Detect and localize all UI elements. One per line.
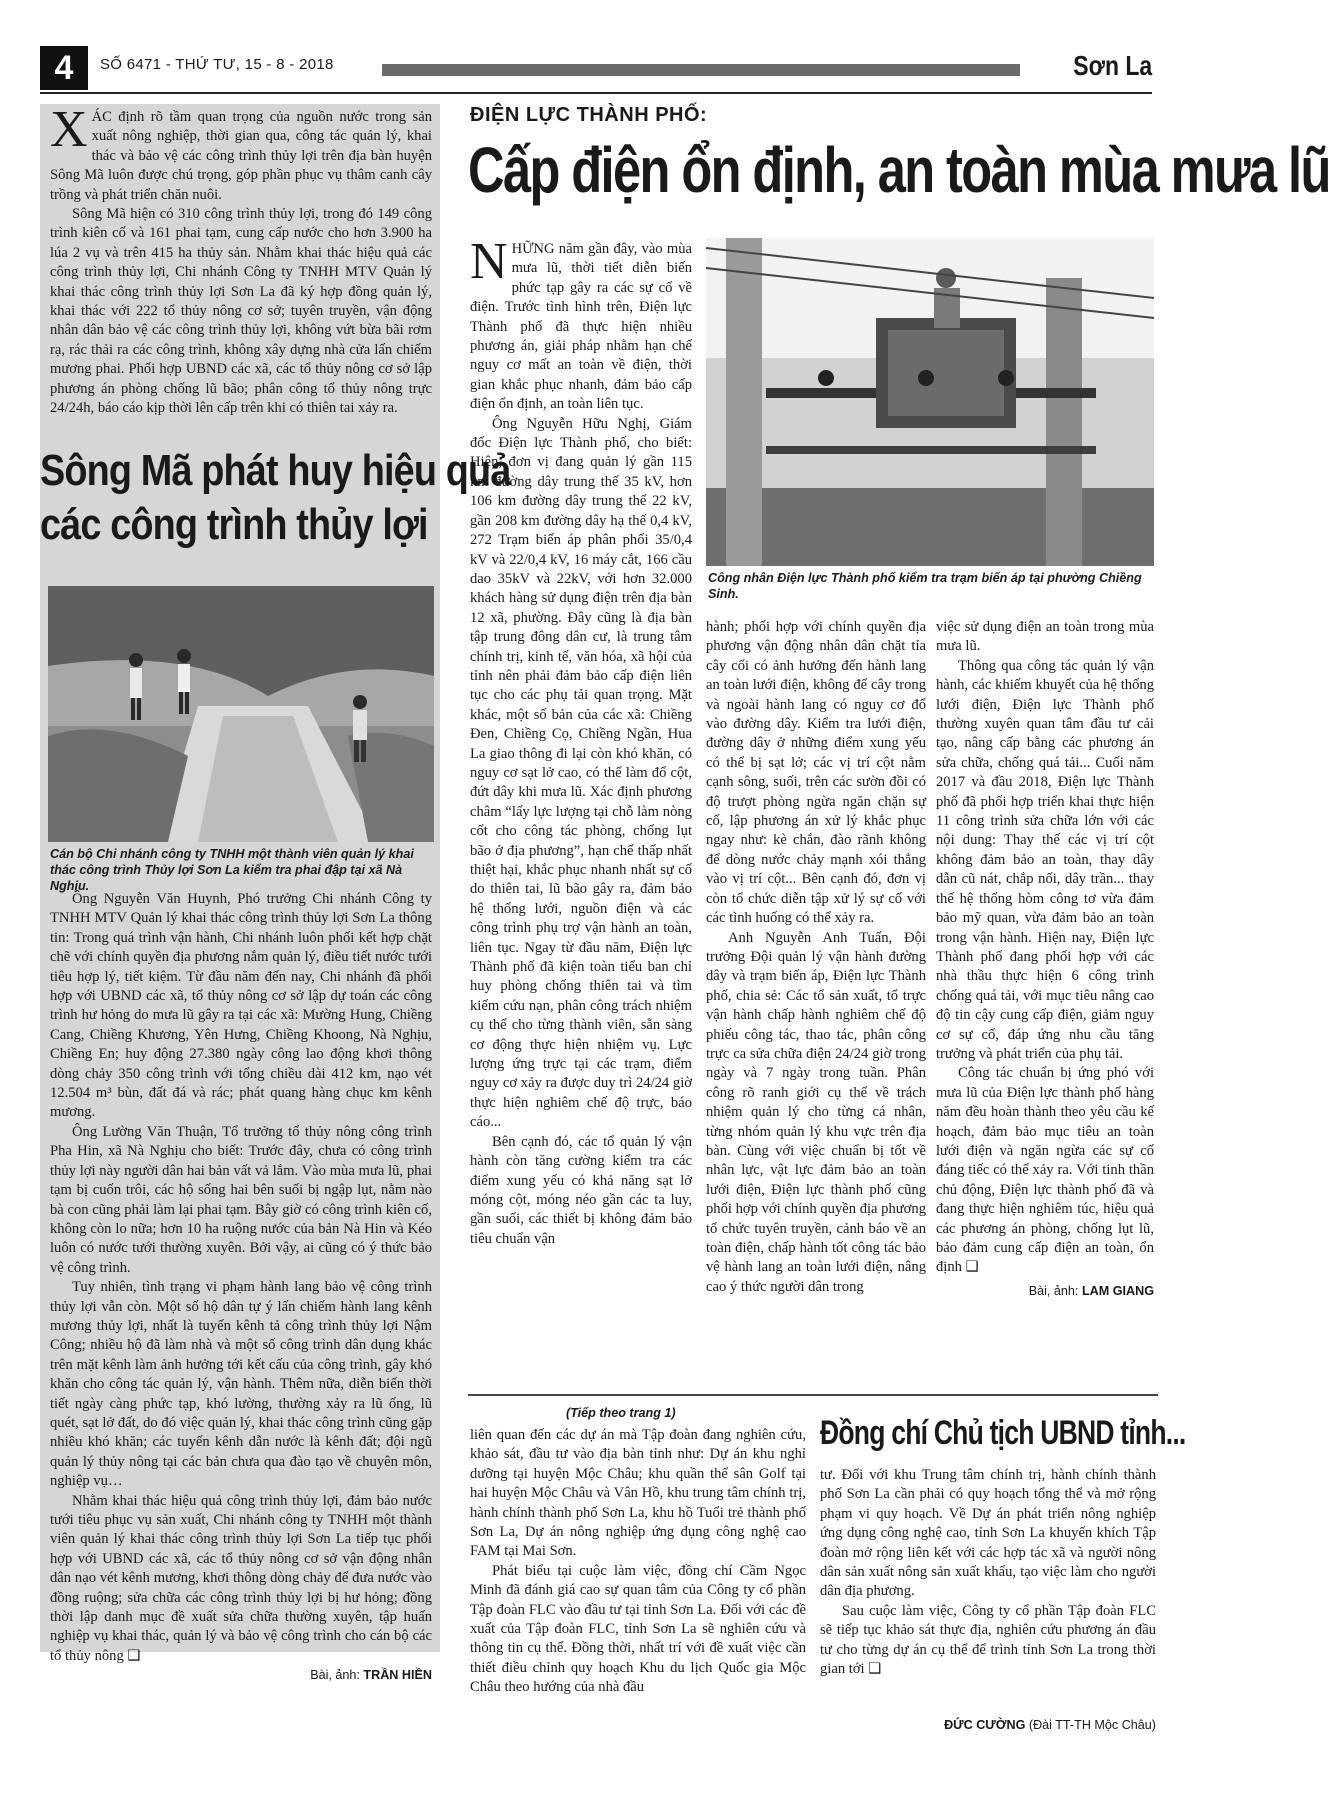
continued-label: (Tiếp theo trang 1) (566, 1406, 676, 1420)
bottom-col2-paragraph: Sau cuộc làm việc, Công ty cổ phần Tập đoàn FLC sẽ tiếp tục khảo sát thực địa, nghiên cứu phương án đầu tư cho từng dự án cụ thể để trình tỉnh Sơn La trong thời gian tới ❑ (820, 1602, 1156, 1678)
bottom-col1-paragraph: liên quan đến các dự án mà Tập đoàn đang nghiên cứu, khảo sát, đầu tư vào địa bàn tỉnh như: Dự án khu nghỉ dưỡng tại huyện Mộc Châu; khu quần thể sân Golf tại hai huyện Mộc Châu và Vân Hồ, khu trung tâm chính trị, hành chính thành phố Sơn La, khu hồ Tuổi trẻ thành phố Sơn La, Dự án nông nghiệp ứng dụng công nghệ cao FAM tại Mai Sơn. (470, 1427, 806, 1560)
drop-cap: X (50, 101, 88, 158)
bottom-col-2 (820, 1466, 1156, 1679)
section-name: Sơn La (1073, 50, 1152, 81)
left-headline: Sông Mã phát huy hiệu quả các công trình thủy lợi (40, 446, 511, 549)
right-headline: Cấp điện ổn định, an toàn mùa mưa lũ (468, 134, 1330, 206)
left-body-paragraph: Ông Nguyễn Văn Huynh, Phó trưởng Chi nhánh Công ty TNHH MTV Quản lý khai thác công trình thủy lợi Sơn La thông tin: Trong quá trình vận hành, Chi nhánh luôn phối kết hợp chặt chẽ với chính quyền địa phương nắm quản lý, điều tiết nước tưới tiêu hợp lý, tiết kiệm. Từ đầu năm đến nay, Chi nhánh đã phối hợp với UBND các xã, tổ thủy nông cơ sở lập dự toán các công trình hư hỏng do mưa lũ gây ra tại các xã: Mường Hung, Chiềng Cang, Chiềng Khương, Yên Hưng, Chiềng Khoong, Nà Nghịu, Chiềng En; huy động 27.380 ngày công lao động khơi thông dòng chảy 350 công trình với tổng chiều dài 412 km, nạo vét 12.504 m³ bùn, đất đá và rác; phát quang hàng chục km kênh mương. (50, 891, 432, 1121)
left-credit: Bài, ảnh: TRẦN HIỀN (310, 1668, 432, 1683)
left-body-paragraph: Ông Lường Văn Thuận, Tổ trưởng tổ thủy nông công trình Pha Hin, xã Nà Nghịu cho biết: Trước đây, chưa có công trình thủy lợi này người dân hai bản vất vả lắm. Vào mùa mưa lũ, phai tạm bị cuốn trôi, các hộ sống hai bên suối bị ngập lụt, nằm nào bà con cũng phải làm lại phai tạm. Bây giờ có công trình kiên cố, không còn lo nữa; hơn 10 ha ruộng nước của bản Nà Hin và Kéo luôn có nước tưới thường xuyên. Bởi vậy, ai cũng có ý thức bảo vệ công trình. (50, 1123, 432, 1276)
right-col-3 (936, 618, 1154, 1301)
drop-cap: N (470, 233, 508, 290)
bottom-headline: Đồng chí Chủ tịch UBND tỉnh... (820, 1414, 1186, 1452)
header-underline (40, 92, 1152, 94)
left-body-paragraph: Nhằm khai thác hiệu quả công trình thủy lợi, đảm bảo nước tưới tiêu phục vụ sản xuất, Chi nhánh công ty TNHH một thành viên quản lý khai thác công trình thủy lợi Sơn La tiếp tục phối hợp với UBND các xã, các tổ thủy nông cơ sở vận động nhân dân nạo vét kênh mương, khơi thông dòng chảy để đưa nước vào đồng ruộng; sửa chữa các công trình thủy lợi bị hư hỏng; đồng thời lập danh mục đề xuất sửa chữa thường xuyên, tập huấn nghiệp vụ khai thác, quản lý và bảo vệ công trình cho cán bộ các tổ thủy nông ❑ (50, 1492, 432, 1664)
bottom-col2-paragraph: tư. Đối với khu Trung tâm chính trị, hành chính thành phố Sơn La cần phải có quy hoạch tổng thể và mở rộng phạm vi quy hoạch. Về Dự án phát triển nông nghiệp ứng dụng công nghệ cao, tỉnh Sơn La khuyến khích Tập đoàn mở rộng liên kết với các hợp tác xã và người nông dân sản xuất nông sản xuất khẩu, tạo việc làm cho người dân địa phương. (820, 1467, 1156, 1600)
right-col-2 (706, 618, 926, 1297)
right-col2-paragraph: Anh Nguyễn Anh Tuấn, Đội trưởng Đội quản lý vận hành đường dây và trạm biến áp, Điện lực Thành phố, chia sẻ: Các tổ sản xuất, tổ trực vận hành chấp hành nghiêm chế độ phiếu công tác, thao tác, phân công trực ca sửa chữa điện 24/24 giờ trong ngày và 7 ngày trong tuần. Phân công rõ ranh giới cụ thể về trách nhiệm quản lý cho từng cá nhân, từng nhóm quản lý khu vực trên địa bàn. Cùng với việc chuẩn bị tốt về nhân lực, vật lực đảm bảo an toàn lưới điện, Điện lực thành phố cũng phối hợp với chính quyền địa phương tổ chức tuyên truyền, cảnh báo về an toàn điện, chấp hành tốt công tác bảo vệ hành lang an toàn lưới điện, nâng cao ý thức người dân trong (706, 929, 926, 1295)
right-kicker: ĐIỆN LỰC THÀNH PHỐ: (470, 104, 708, 126)
transformer-photo (706, 238, 1154, 566)
transformer-photo-illustration (706, 238, 1154, 566)
left-body-paragraph: Tuy nhiên, tình trạng vi phạm hành lang bảo vệ công trình thủy lợi vẫn còn. Một số hộ dân tự ý lấn chiếm hành lang kênh mương thủy lợi, nhất là tuyến kênh tả công trình thủy lợi Nậm Công; nhiều hộ đã làm nhà và một số công trình dân dụng khác trên mặt kênh làm ảnh hưởng tới kết cấu của công trình, gây khó khăn cho công tác quản lý, vận hành. Thêm nữa, diễn biến thời tiết ngày càng phức tạp, khó lường, thường xảy ra lũ ống, lũ quét, sạt lở đất, do đó việc quản lý, khai thác công trình cũng gặp nhiều khó khăn; các tuyến kênh dẫn nước là kênh đất; đội ngũ quản lý thủy nông tại các bản chưa qua đào tạo về chuyên môn, nghiệp vụ… (50, 1279, 432, 1490)
issue-info: SỐ 6471 - THỨ TƯ, 15 - 8 - 2018 (100, 56, 334, 73)
left-intro-paragraph: XÁC định rõ tầm quan trọng của nguồn nước trong sản xuất nông nghiệp, thời gian qua, công tác quản lý, khai thác và bảo vệ các công trình thủy lợi trên địa bàn huyện Sông Mã luôn được chú trọng, góp phần phục vụ thâm canh cây trồng và phát triển chăn nuôi. (50, 101, 432, 203)
canal-photo (48, 586, 434, 842)
right-col1-paragraph: Bên cạnh đó, các tổ quản lý vận hành còn tăng cường kiểm tra các điểm xung yếu có khả năng sạt lở móng cột, móng néo gần các ta luy, gần suối, các thiết bị không đảm bảo tiêu chuẩn vận (470, 1133, 692, 1247)
article-divider (468, 1394, 1158, 1396)
right-col2-paragraph: hành; phối hợp với chính quyền địa phương vận động nhân dân chặt tỉa cây cối có ảnh hưởng đến hành lang an toàn lưới điện, không để cây trong và ngoài hành lang có nguy cơ đổ vào đường dây. Kiểm tra lưới điện, đường dây ở những điểm xung yếu có thể bị sạt lở; các vị trí cột nằm cạnh sông, suối, trên các sườn đồi có độ trượt phòng ngừa ngăn chặn sự cố, lập phương án xử lý khắc phục ngay như: kè chắn, đào rãnh không để dòng nước chảy mạnh xói thẳng vào vị trí cột... Bên cạnh đó, đơn vị còn tổ chức diễn tập xử lý sự cố với các tình huống có thể xảy ra. (706, 619, 926, 927)
left-intro-paragraph-2: Sông Mã hiện có 310 công trình thủy lợi, trong đó 149 công trình kiên cố và 161 phai tạm, cung cấp nước cho hơn 3.900 ha lúa 2 vụ và trên 415 ha thủy sản. Nhằm khai thác hiệu quả các công trình thủy lợi, Chi nhánh Công ty TNHH MTV Quản lý khai thác công trình thủy lợi Sơn La đã ký hợp đồng quản lý, khai thác với 222 tổ thủy nông cơ sở; tuyên truyền, vận động nhân dân bảo vệ các công trình thủy lợi, không vứt bừa bãi rơm rạ, rác thải ra các công trình, không xây dựng nhà cửa lấn chiếm mương phai. Phối hợp UBND các xã, các tổ thủy nông cơ sở lập phương án phòng chống lũ bão; phân công tổ thủy nông trực 24/24h, báo cáo kịp thời lên cấp trên khi có thiên tai xảy ra. (50, 206, 432, 417)
bottom-col1-paragraph: Phát biểu tại cuộc làm việc, đồng chí Cầm Ngọc Minh đã đánh giá cao sự quan tâm của Công ty cổ phần Tập đoàn FLC vào đầu tư tại tỉnh Sơn La. Đối với các đề xuất của Tập đoàn FLC, tỉnh Sơn La sẽ nghiên cứu và thông tin cụ thể. Đồng thời, nhất trí với đề xuất việc cần thiết điều chỉnh quy hoạch Khu du lịch Quốc gia Mộc Châu theo hướng của nhà đầu (470, 1562, 806, 1696)
bottom-col-1 (470, 1426, 806, 1698)
right-photo-caption: Công nhân Điện lực Thành phố kiểm tra trạm biến áp tại phường Chiềng Sinh. (708, 571, 1142, 601)
right-col3-paragraph: việc sử dụng điện an toàn trong mùa mưa lũ. (936, 619, 1154, 655)
left-body (50, 890, 432, 1686)
left-intro (50, 101, 432, 419)
header-rule (382, 64, 1020, 76)
right-intro-paragraph: NHỮNG năm gần đây, vào mùa mưa lũ, thời tiết diễn biến phức tạp gây ra các sự cố về điện. Trước tình hình trên, Điện lực Thành phố đã thực hiện nhiều phương án, giải pháp nhằm hạn chế nguy cơ mất an toàn về điện, thời gian khắc phục nhanh, đảm bảo cấp điện ổn định, an toàn liên tục. (470, 233, 692, 413)
canal-photo-illustration (48, 586, 434, 842)
right-col3-paragraph: Thông qua công tác quản lý vận hành, các khiếm khuyết của hệ thống lưới điện, Điện lực Thành phố thường xuyên quan tâm đầu tư cải tạo, nâng cấp bằng các phương án sửa chữa, chống quá tải... Cuối năm 2017 và đầu 2018, Điện lực Thành phố đã phối hợp triển khai thực hiện 11 công trình sửa chữa lớn với các nội dung: Thay thế các vị trí cột không đảm bảo an toàn, thay dây dẫn cũ nát, chắp nối, dây trần... thay thế hệ thống hòm công tơ vừa đảm bảo mỹ quan, vừa đảm bảo an toàn trong vận hành. Hiện nay, Điện lực Thành phố đang phối hợp với các nhà thầu thực hiện 6 công trình chống quá tải, với mục tiêu nâng cao độ tin cậy cung cấp điện, giảm nguy cơ sự cố, đáp ứng nhu cầu tăng trưởng và phát triển của phụ tải. (936, 657, 1154, 1062)
right-credit: Bài, ảnh: LAM GIANG (1028, 1283, 1154, 1298)
bottom-credit: ĐỨC CƯỜNG (Đài TT-TH Mộc Châu) (944, 1718, 1156, 1732)
page-number: 4 (40, 46, 88, 90)
page-header (40, 46, 1152, 92)
right-col1-paragraph: Ông Nguyễn Hữu Nghị, Giám đốc Điện lực Thành phố, cho biết: Hiện, đơn vị đang quản lý gần 115 km đường dây trung thế 35 kV, hơn 106 km đường dây trung thế 22 kV, gần 208 km đường dây hạ thế 0,4 kV, 272 Trạm biến áp phân phối 35/0,4 kV và 22/0,4 kV, 16 máy cắt, 166 cầu dao 35kV và 22kV, với hơn 32.000 khách hàng sử dụng điện trên địa bàn 12 xã, phường. Đây cũng là địa bàn tập trung đông dân cư, là trung tâm chính trị, kinh tế, văn hóa, xã hội của tỉnh nên phải đảm bảo cấp điện liên tục cho các phụ tải quan trọng. Mặt khác, một số bản của các xã: Chiềng Đen, Chiềng Cọ, Chiềng Ngần, Hua La giao thông đi lại còn khó khăn, có nguy cơ sạt lở cao, có thể làm đổ cột, đứt dây khi mưa lũ. Xác định phương châm “lấy lực lượng tại chỗ làm nòng cốt cho công tác phòng, chống lụt bão ở địa phương”, hạn chế thấp nhất thiệt hại, khắc phục nhanh nhất sự cố do thiên tai, lũ bão gây ra, đảm bảo hệ thống lưới, nguồn điện và các công trình phụ trợ vận hành an toàn, liên tục. Ngay từ đầu năm, Điện lực Thành phố đã kiện toàn tiểu ban chỉ huy phòng chống thiên tai và tìm kiếm cứu nạn, phân công trách nhiệm cụ thể cho từng thành viên, sẵn sàng cơ động thực hiện nhiệm vụ. Lực lượng ứng trực tại các trạm, điểm nguy cơ xảy ra được duy trì 24/24 giờ thực hiện nghiêm chế độ trực, báo cáo... (470, 415, 692, 1131)
right-col-1 (470, 233, 692, 1249)
right-col3-paragraph: Công tác chuẩn bị ứng phó với mưa lũ của Điện lực thành phố hàng năm đều hoàn thành theo yêu cầu kế hoạch, đảm bảo mục tiêu an toàn lưới điện và ngăn ngừa các sự cố đáng tiếc có thể xảy ra. Với tinh thần chủ động, Điện lực thành phố đã và đang thực hiện nghiêm túc, hiệu quả các phương án phòng, chống lụt lũ, bảo đảm cung cấp điện an toàn, ổn định ❑ (936, 1065, 1154, 1276)
left-photo-caption: Cán bộ Chi nhánh công ty TNHH một thành viên quản lý khai thác công trình Thủy lợi Sơn La kiểm tra phai đập tại xã Nà Nghịu. (50, 847, 414, 893)
